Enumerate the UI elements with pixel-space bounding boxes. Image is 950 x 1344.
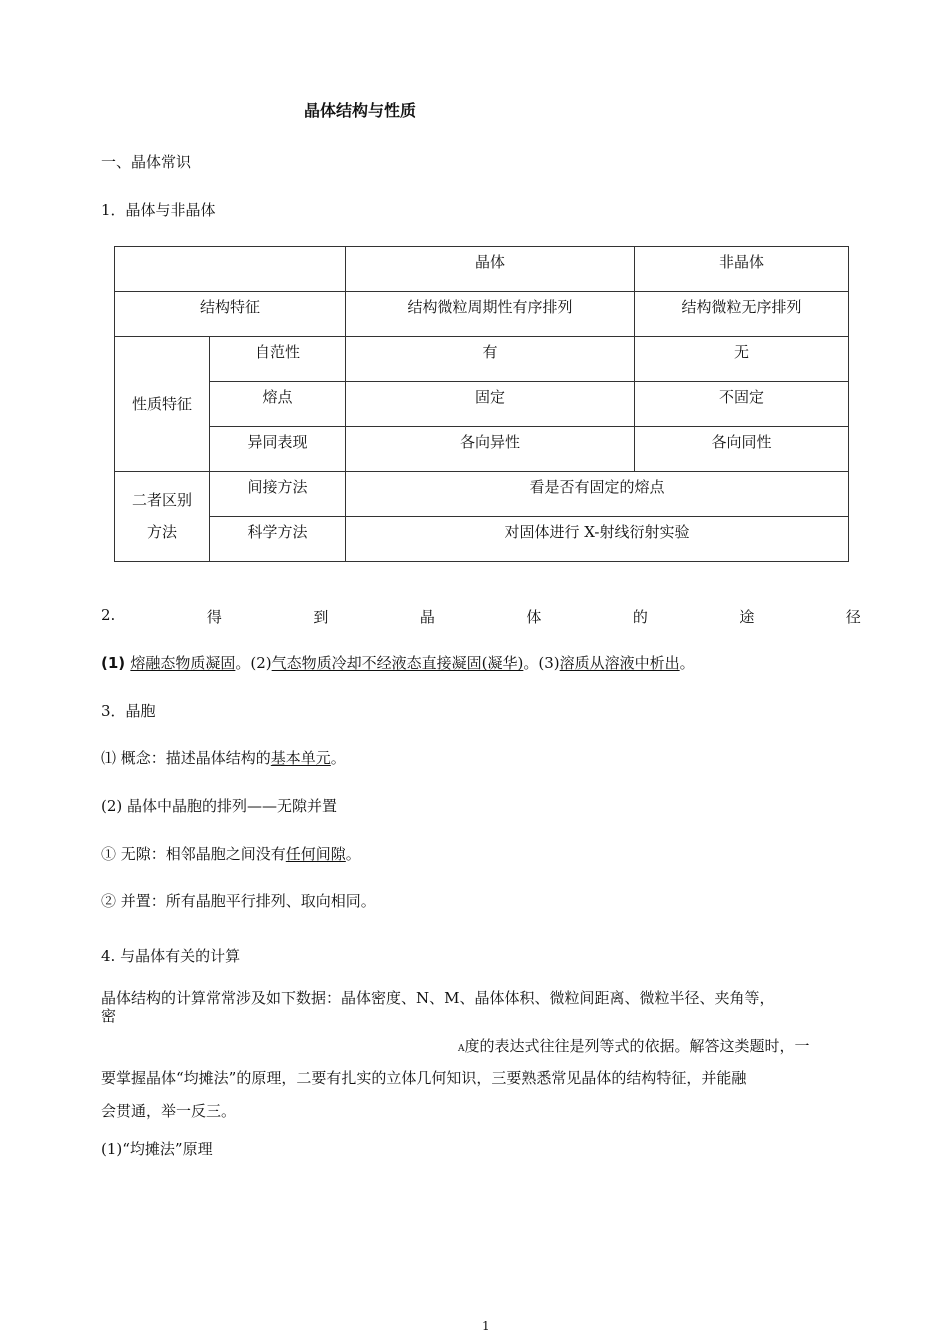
way-2: 气态物质冷却不经液态直接凝固(凝华) <box>271 654 524 672</box>
arrangement-heading <box>101 796 337 816</box>
spread-char: 到 <box>313 608 329 626</box>
item-key: 任何间隙 <box>285 845 346 863</box>
spread-char: 途 <box>739 608 755 626</box>
ways-sep: 。(3) <box>523 654 560 672</box>
table-group-methods <box>115 472 210 562</box>
arrangement-text: (2) 晶体中晶胞的排列——无隙并置 <box>101 797 338 815</box>
ways-line <box>101 653 695 673</box>
table-group-methods-line2: 方法 <box>146 523 177 541</box>
table-cell: 对固体进行 X-射线衍射实验 <box>346 517 849 562</box>
table-row <box>115 337 849 382</box>
list-item: ② 并置：所有晶胞平行排列、取向相同。 <box>101 892 376 910</box>
table-cell: 无 <box>635 337 849 382</box>
section-heading-crystal-basics: 一、晶体常识 <box>101 153 192 171</box>
item-end: 。 <box>345 845 361 863</box>
subheading-averaging-method: (1)“均摊法”原理 <box>101 1140 213 1158</box>
way-1: 熔融态物质凝固 <box>130 654 236 672</box>
table-cell-label: 异同表现 <box>210 427 346 472</box>
table-header-amorphous: 非晶体 <box>635 247 849 292</box>
table-row <box>115 517 849 562</box>
table-row <box>115 427 849 472</box>
ways-sep: 。(2) <box>235 654 272 672</box>
table-cell-label: 科学方法 <box>210 517 346 562</box>
spread-char: 的 <box>632 608 648 626</box>
concept-key: 基本单元 <box>270 749 331 767</box>
small-subscript: A <box>458 1044 465 1054</box>
table-row <box>115 472 849 517</box>
concept-line <box>101 748 346 768</box>
spread-char: 径 <box>845 608 861 626</box>
table-cell-label: 间接方法 <box>210 472 346 517</box>
paragraph-line: 晶体结构的计算常常涉及如下数据：晶体密度、N、M、晶体体积、微粒间距离、微粒半径、夹角等， <box>101 989 775 1007</box>
item-prefix: ① 无隙：相邻晶胞之间没有 <box>101 845 286 863</box>
table-group-methods-line1: 二者区别 <box>131 491 192 509</box>
page-title: 晶体结构与性质 <box>304 101 417 120</box>
paragraph-line <box>458 1036 810 1059</box>
subheading-crystal-vs-amorphous: 1．晶体与非晶体 <box>101 201 216 219</box>
paragraph-line: 密 <box>101 1007 117 1025</box>
spread-char: 得 <box>206 608 222 626</box>
way-3: 溶质从溶液中析出 <box>559 654 680 672</box>
table-cell: 结构微粒无序排列 <box>635 292 849 337</box>
subheading-calculations: 4. 与晶体有关的计算 <box>101 947 241 965</box>
table-cell: 结构微粒周期性有序排列 <box>346 292 635 337</box>
concept-prefix: ⑴ 概念：描述晶体结构的 <box>101 749 271 767</box>
table-row <box>115 382 849 427</box>
table-cell: 不固定 <box>635 382 849 427</box>
subheading-ways-to-get-crystals <box>101 606 861 627</box>
table-cell: 各向异性 <box>346 427 635 472</box>
page-number: 1 <box>482 1319 490 1333</box>
table-cell-label: 熔点 <box>210 382 346 427</box>
table-cell: 有 <box>346 337 635 382</box>
paragraph-text: 度的表达式往往是列等式的依据。解答这类题时，一 <box>464 1037 810 1055</box>
ways-prefix: (1) <box>101 654 131 672</box>
ways-end: 。 <box>679 654 695 672</box>
paragraph-line: 要掌握晶体“均摊法”的原理，二要有扎实的立体几何知识，三要熟悉常见晶体的结构特征，并能融 <box>101 1069 747 1087</box>
table-cell: 固定 <box>346 382 635 427</box>
subheading-unit-cell: 3．晶胞 <box>101 702 156 720</box>
list-item <box>101 844 361 864</box>
table-cell: 各向同性 <box>635 427 849 472</box>
paragraph-line: 会贯通，举一反三。 <box>101 1102 237 1120</box>
table-cell-empty <box>115 247 346 292</box>
spread-char: 2. <box>101 606 116 624</box>
table-row <box>115 292 849 337</box>
table-group-properties: 性质特征 <box>115 337 210 472</box>
comparison-table <box>114 246 849 562</box>
concept-end: 。 <box>330 749 346 767</box>
spread-char: 晶 <box>419 608 435 626</box>
table-cell-label: 自范性 <box>210 337 346 382</box>
table-row <box>115 247 849 292</box>
table-header-crystal: 晶体 <box>346 247 635 292</box>
table-cell: 看是否有固定的熔点 <box>346 472 849 517</box>
table-cell-label: 结构特征 <box>115 292 346 337</box>
spread-char: 体 <box>526 608 542 626</box>
